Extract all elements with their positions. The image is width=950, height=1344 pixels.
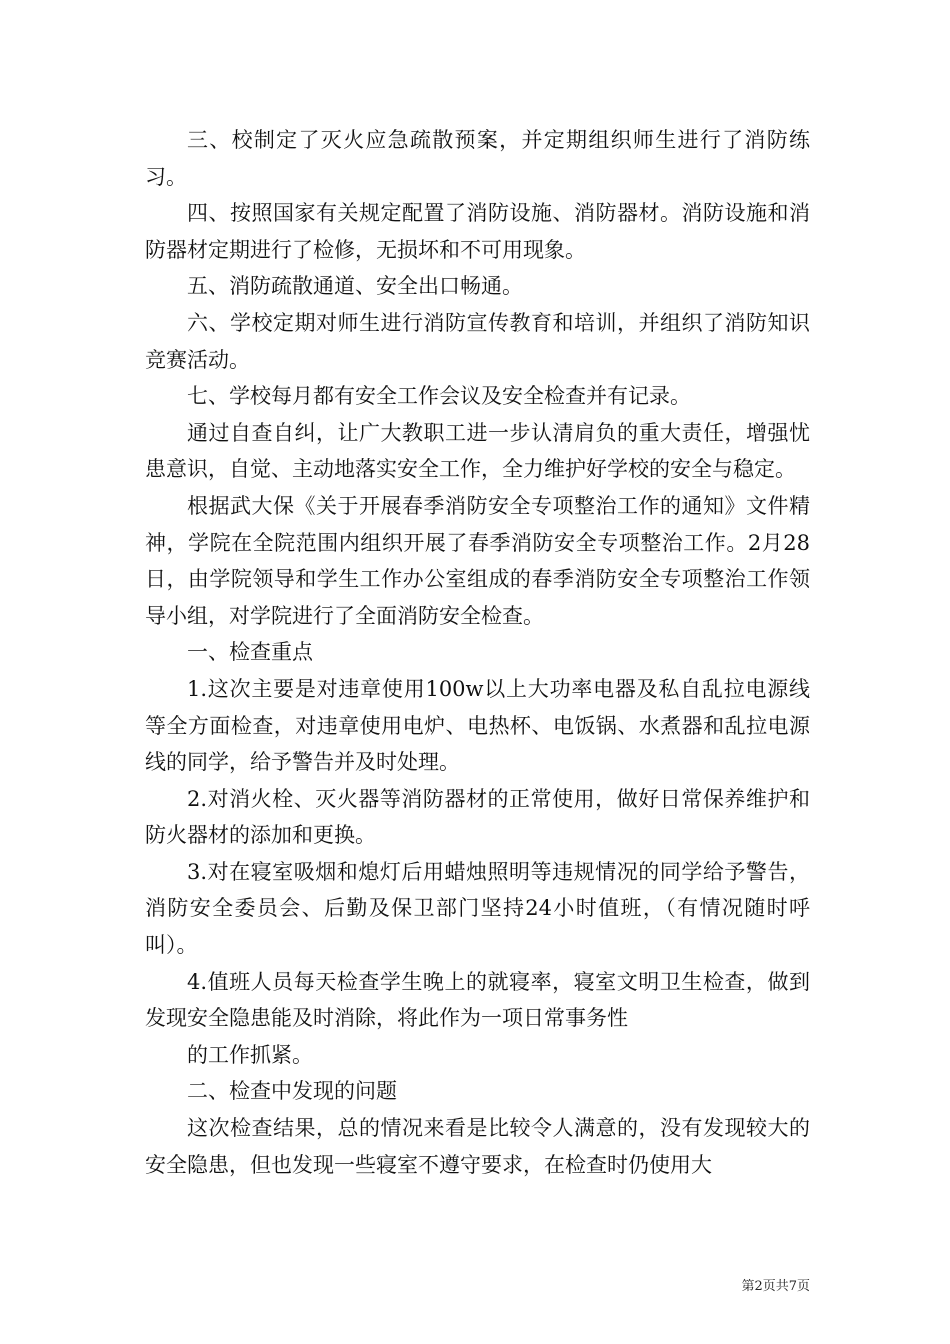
paragraph: 3.对在寝室吸烟和熄灯后用蜡烛照明等违规情况的同学给予警告，消防安全委员会、后勤及保卫部门坚持24小时值班，（有情况随时呼叫）。: [145, 859, 810, 958]
paragraph: 1.这次主要是对违章使用100w以上大功率电器及私自乱拉电源线等全方面检查，对违章使用电炉、电热杯、电饭锅、水煮器和乱拉电源线的同学，给予警告并及时处理。: [145, 676, 810, 775]
paragraph: 三、校制定了灭火应急疏散预案，并定期组织师生进行了消防练习。: [145, 128, 810, 189]
paragraph: 四、按照国家有关规定配置了消防设施、消防器材。消防设施和消防器材定期进行了检修，无损坏和不可用现象。: [145, 201, 810, 262]
paragraph: 的工作抓紧。: [187, 1042, 313, 1067]
document-body: [145, 122, 810, 1183]
paragraph: 4.值班人员每天检查学生晚上的就寝率，寝室文明卫生检查，做到发现安全隐患能及时消除，将此作为一项日常事务性: [145, 969, 810, 1031]
paragraph: 通过自查自纠，让广大教职工进一步认清肩负的重大责任，增强忧患意识，自觉、主动地落实安全工作，全力维护好学校的安全与稳定。: [145, 420, 810, 482]
section-heading: 一、检查重点: [187, 640, 313, 665]
paragraph: 五、消防疏散通道、安全出口畅通。: [187, 274, 523, 299]
paragraph: 六、学校定期对师生进行消防宣传教育和培训，并组织了消防知识竞赛活动。: [145, 310, 810, 372]
paragraph: 这次检查结果，总的情况来看是比较令人满意的，没有发现较大的安全隐患，但也发现一些寝室不遵守要求，在检查时仍使用大: [145, 1116, 810, 1177]
page-number: 第2页共7页: [741, 1279, 810, 1294]
paragraph: 2.对消火栓、灭火器等消防器材的正常使用，做好日常保养维护和防火器材的添加和更换。: [145, 786, 810, 848]
paragraph: 根据武大保《关于开展春季消防安全专项整治工作的通知》文件精神，学院在全院范围内组织开展了春季消防安全专项整治工作。2月28日，由学院领导和学生工作办公室组成的春季消防安全专项整治工作领导小组，对学院进行了全面消防安全检查。: [145, 493, 810, 628]
paragraph: 七、学校每月都有安全工作会议及安全检查并有记录。: [187, 384, 691, 409]
section-heading: 二、检查中发现的问题: [187, 1079, 397, 1104]
